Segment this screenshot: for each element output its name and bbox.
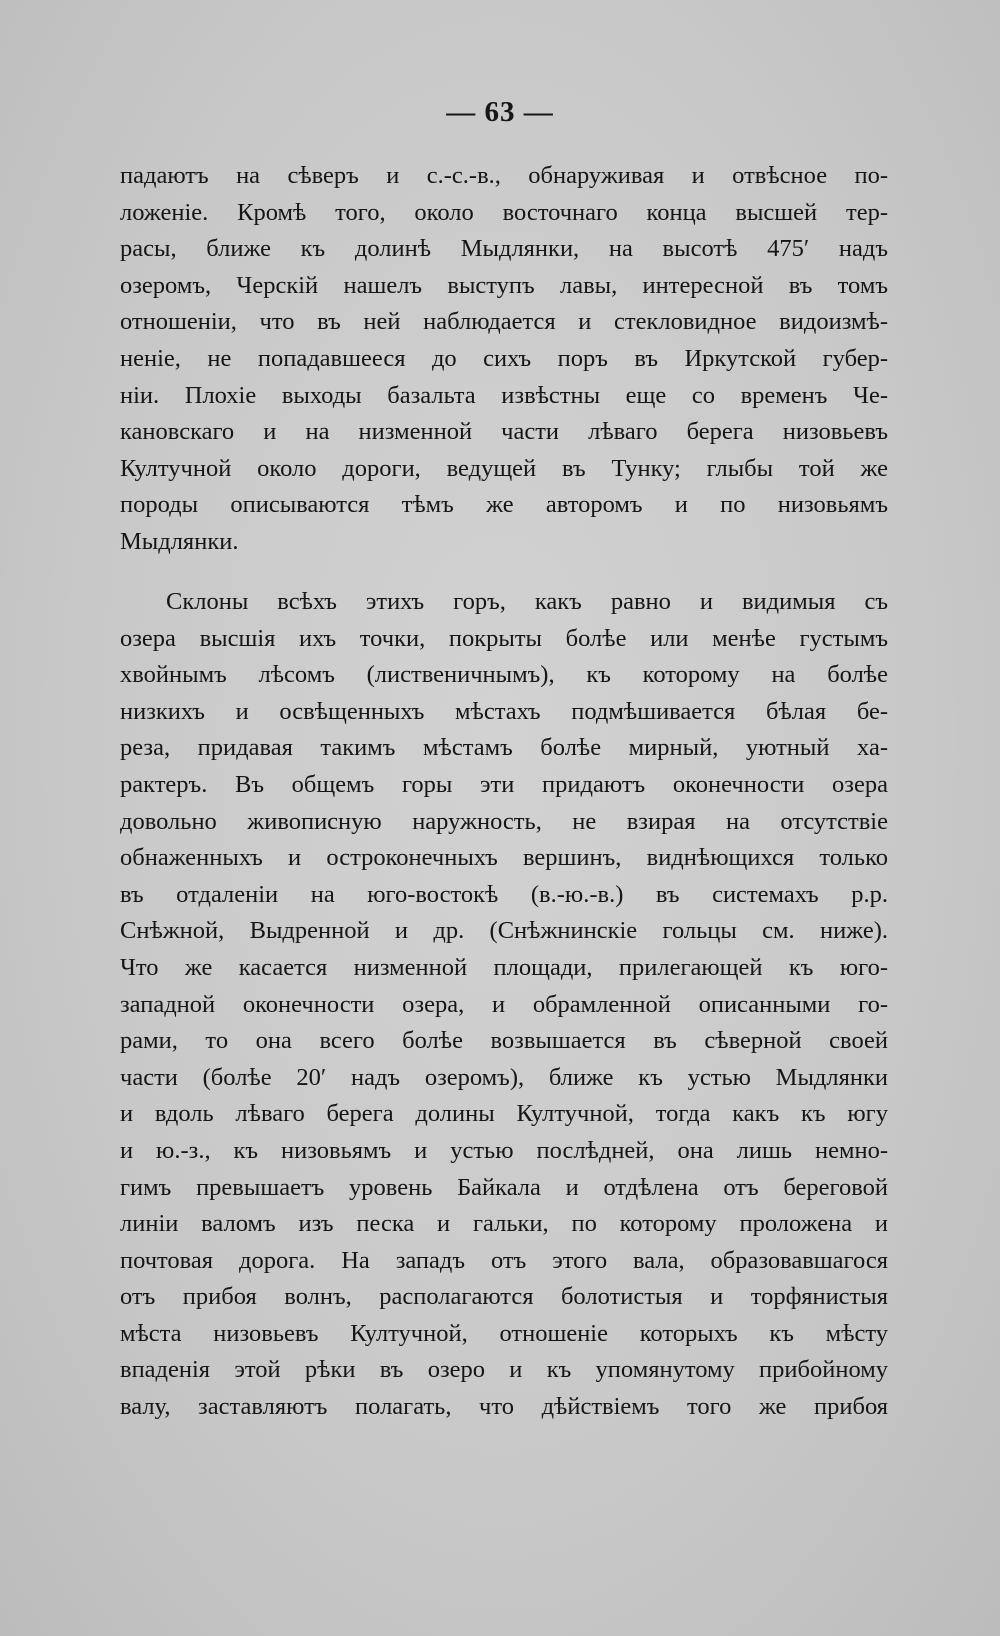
- text-line: и ю.-з., къ низовьямъ и устью послѣдней, она лишь немно-: [120, 1136, 888, 1164]
- text-line: линіи валомъ изъ песка и гальки, по которому проложена и: [120, 1210, 888, 1238]
- text-line: ложеніе. Кромѣ того, около восточнаго конца высшей тер-: [120, 198, 888, 226]
- text-line: гимъ превышаетъ уровень Байкала и отдѣлена отъ береговой: [120, 1173, 888, 1201]
- text-line: Снѣжной, Выдренной и др. (Снѣжнинскіе гольцы см. ниже).: [120, 917, 888, 945]
- text-line: мѣста низовьевъ Култучной, отношеніе которыхъ къ мѣсту: [120, 1319, 888, 1347]
- text-line: озера высшія ихъ точки, покрыты болѣе или менѣе густымъ: [120, 624, 888, 652]
- text-line: хвойнымъ лѣсомъ (лиственичнымъ), къ которому на болѣе: [120, 661, 888, 689]
- paragraph-1: [120, 158, 888, 561]
- text-line: Култучной около дороги, ведущей въ Тунку; глыбы той же: [120, 454, 888, 482]
- text-line: Мыдлянки.: [120, 527, 239, 555]
- text-line: падаютъ на сѣверъ и с.-с.-в., обнаруживая и отвѣсное по-: [120, 162, 888, 189]
- text-line: западной оконечности озера, и обрамленной описанными го-: [120, 990, 888, 1018]
- text-line: неніе, не попадавшееся до сихъ поръ въ Иркутской губер-: [120, 344, 888, 372]
- text-line: довольно живописную наружность, не взирая на отсутствіе: [120, 807, 888, 835]
- text-line: ніи. Плохіе выходы базальта извѣстны еще со временъ Че-: [120, 381, 888, 409]
- text-line: отъ прибоя волнъ, располагаются болотистыя и торфянистыя: [120, 1283, 888, 1311]
- text-line: впаденія этой рѣки въ озеро и къ упомянутому прибойному: [120, 1356, 888, 1384]
- text-line: породы описываются тѣмъ же авторомъ и по низовьямъ: [120, 491, 888, 519]
- text-line: почтовая дорога. На западъ отъ этого вала, образовавшагося: [120, 1246, 888, 1274]
- text-line: Склоны всѣхъ этихъ горъ, какъ равно и видимыя съ: [166, 588, 888, 615]
- text-line: отношеніи, что въ ней наблюдается и стекловидное видоизмѣ-: [120, 308, 888, 336]
- text-line: озеромъ, Черскій нашелъ выступъ лавы, интересной въ томъ: [120, 271, 888, 299]
- text-line: обнаженныхъ и остроконечныхъ вершинъ, виднѣющихся только: [120, 844, 888, 872]
- page-number: — 63 —: [446, 96, 554, 128]
- text-line: и вдоль лѣваго берега долины Култучной, тогда какъ къ югу: [120, 1100, 888, 1128]
- text-line: кановскаго и на низменной части лѣваго берега низовьевъ: [120, 418, 888, 446]
- text-line: въ отдаленіи на юго-востокѣ (в.-ю.-в.) въ системахъ р.р.: [120, 880, 888, 908]
- text-line: части (болѣе 20′ надъ озеромъ), ближе къ устью Мыдлянки: [120, 1063, 888, 1091]
- paragraph-2: [120, 584, 888, 1426]
- text-line: рами, то она всего болѣе возвышается въ сѣверной своей: [120, 1027, 888, 1055]
- text-line: рактеръ. Въ общемъ горы эти придаютъ оконечности озера: [120, 770, 888, 798]
- text-line: реза, придавая такимъ мѣстамъ болѣе мирный, уютный ха-: [120, 734, 888, 762]
- text-line: Что же касается низменной площади, прилегающей къ юго-: [120, 953, 888, 981]
- text-line: валу, заставляютъ полагать, что дѣйствіемъ того же прибоя: [120, 1393, 888, 1421]
- text-line: расы, ближе къ долинѣ Мыдлянки, на высотѣ 475′ надъ: [120, 235, 888, 263]
- text-line: низкихъ и освѣщенныхъ мѣстахъ подмѣшивается бѣлая бе-: [120, 697, 888, 725]
